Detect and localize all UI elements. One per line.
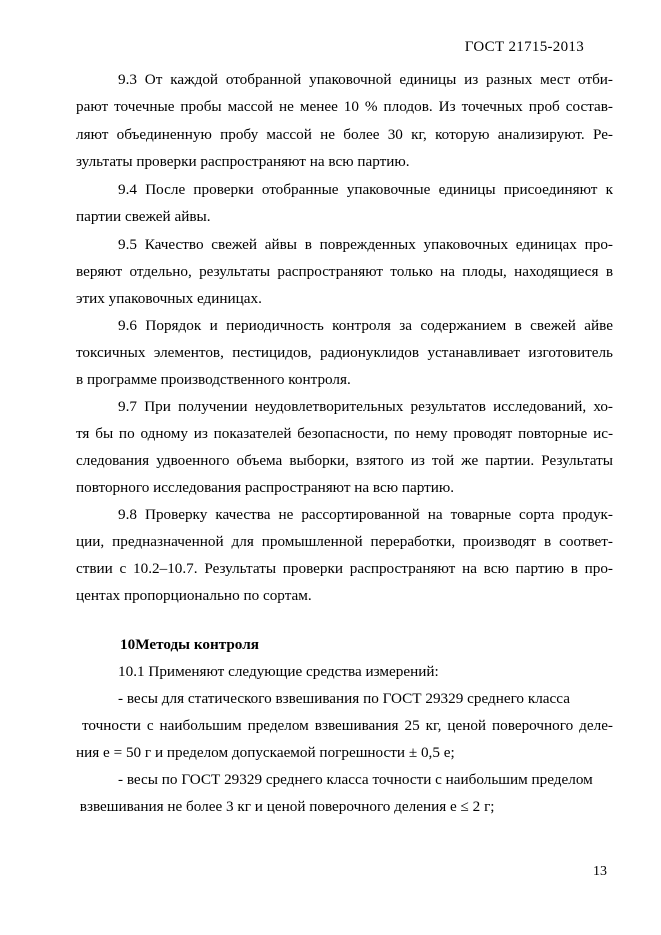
paragraph-line: 9.3 От каждой отобранной упаковочной единицы из разных мест отби- <box>118 71 613 88</box>
paragraph-line: ции, предназначенной для промышленной переработки, производят в соответ- <box>76 533 613 550</box>
page-number: 13 <box>593 864 607 879</box>
paragraph-line: зультаты проверки распространяют на всю партию. <box>76 153 410 170</box>
paragraph-line: 9.7 При получении неудовлетворительных результатов исследований, хо- <box>118 398 613 415</box>
paragraph-line: тя бы по одному из показателей безопасности, по нему проводят повторные ис- <box>76 425 613 442</box>
paragraph-line: токсичных элементов, пестицидов, радионуклидов устанавливает изготовитель <box>76 344 613 361</box>
paragraph-line: рают точечные пробы массой не менее 10 % плодов. Из точечных проб состав- <box>76 98 613 115</box>
paragraph-line: веряют отдельно, результаты распространяют только на плоды, находящиеся в <box>76 263 613 280</box>
paragraph-line: 9.4 После проверки отобранные упаковочные единицы присоединяют к <box>118 181 613 198</box>
paragraph-line: повторного исследования распространяют на всю партию. <box>76 479 455 496</box>
paragraph-line: этих упаковочных единицах. <box>76 290 262 307</box>
section-heading: 10Методы контроля <box>120 636 259 653</box>
paragraph-line: ствии с 10.2–10.7. Результаты проверки распространяют на всю партию в про- <box>76 560 613 577</box>
paragraph-line: - весы по ГОСТ 29329 среднего класса точности с наибольшим пределом <box>118 771 593 788</box>
paragraph-line: ния е = 50 г и пределом допускаемой погрешности ± 0,5 е; <box>76 744 455 761</box>
paragraph-line: следования удвоенного объема выборки, взятого из той же партии. Результаты <box>76 452 613 469</box>
paragraph-line: в программе производственного контроля. <box>76 371 351 388</box>
paragraph-line: 9.5 Качество свежей айвы в поврежденных упаковочных единицах про- <box>118 236 613 253</box>
document-header: ГОСТ 21715-2013 <box>464 39 584 55</box>
paragraph-line: 9.8 Проверку качества не рассортированной на товарные сорта продук- <box>118 506 613 523</box>
paragraph-line: центах пропорционально по сортам. <box>76 587 312 604</box>
paragraph-line: партии свежей айвы. <box>76 208 211 225</box>
paragraph-line: точности с наибольшим пределом взвешивания 25 кг, ценой поверочного деле- <box>76 717 613 734</box>
paragraph-line: 10.1 Применяют следующие средства измерений: <box>118 663 439 680</box>
paragraph-line: 9.6 Порядок и периодичность контроля за содержанием в свежей айве <box>118 317 613 334</box>
paragraph-line: - весы для статического взвешивания по ГОСТ 29329 среднего класса <box>118 690 570 707</box>
paragraph-line: ляют объединенную пробу массой не более 30 кг, которую анализируют. Ре- <box>76 126 613 143</box>
paragraph-line: взвешивания не более 3 кг и ценой поверочного деления е ≤ 2 г; <box>76 798 495 815</box>
